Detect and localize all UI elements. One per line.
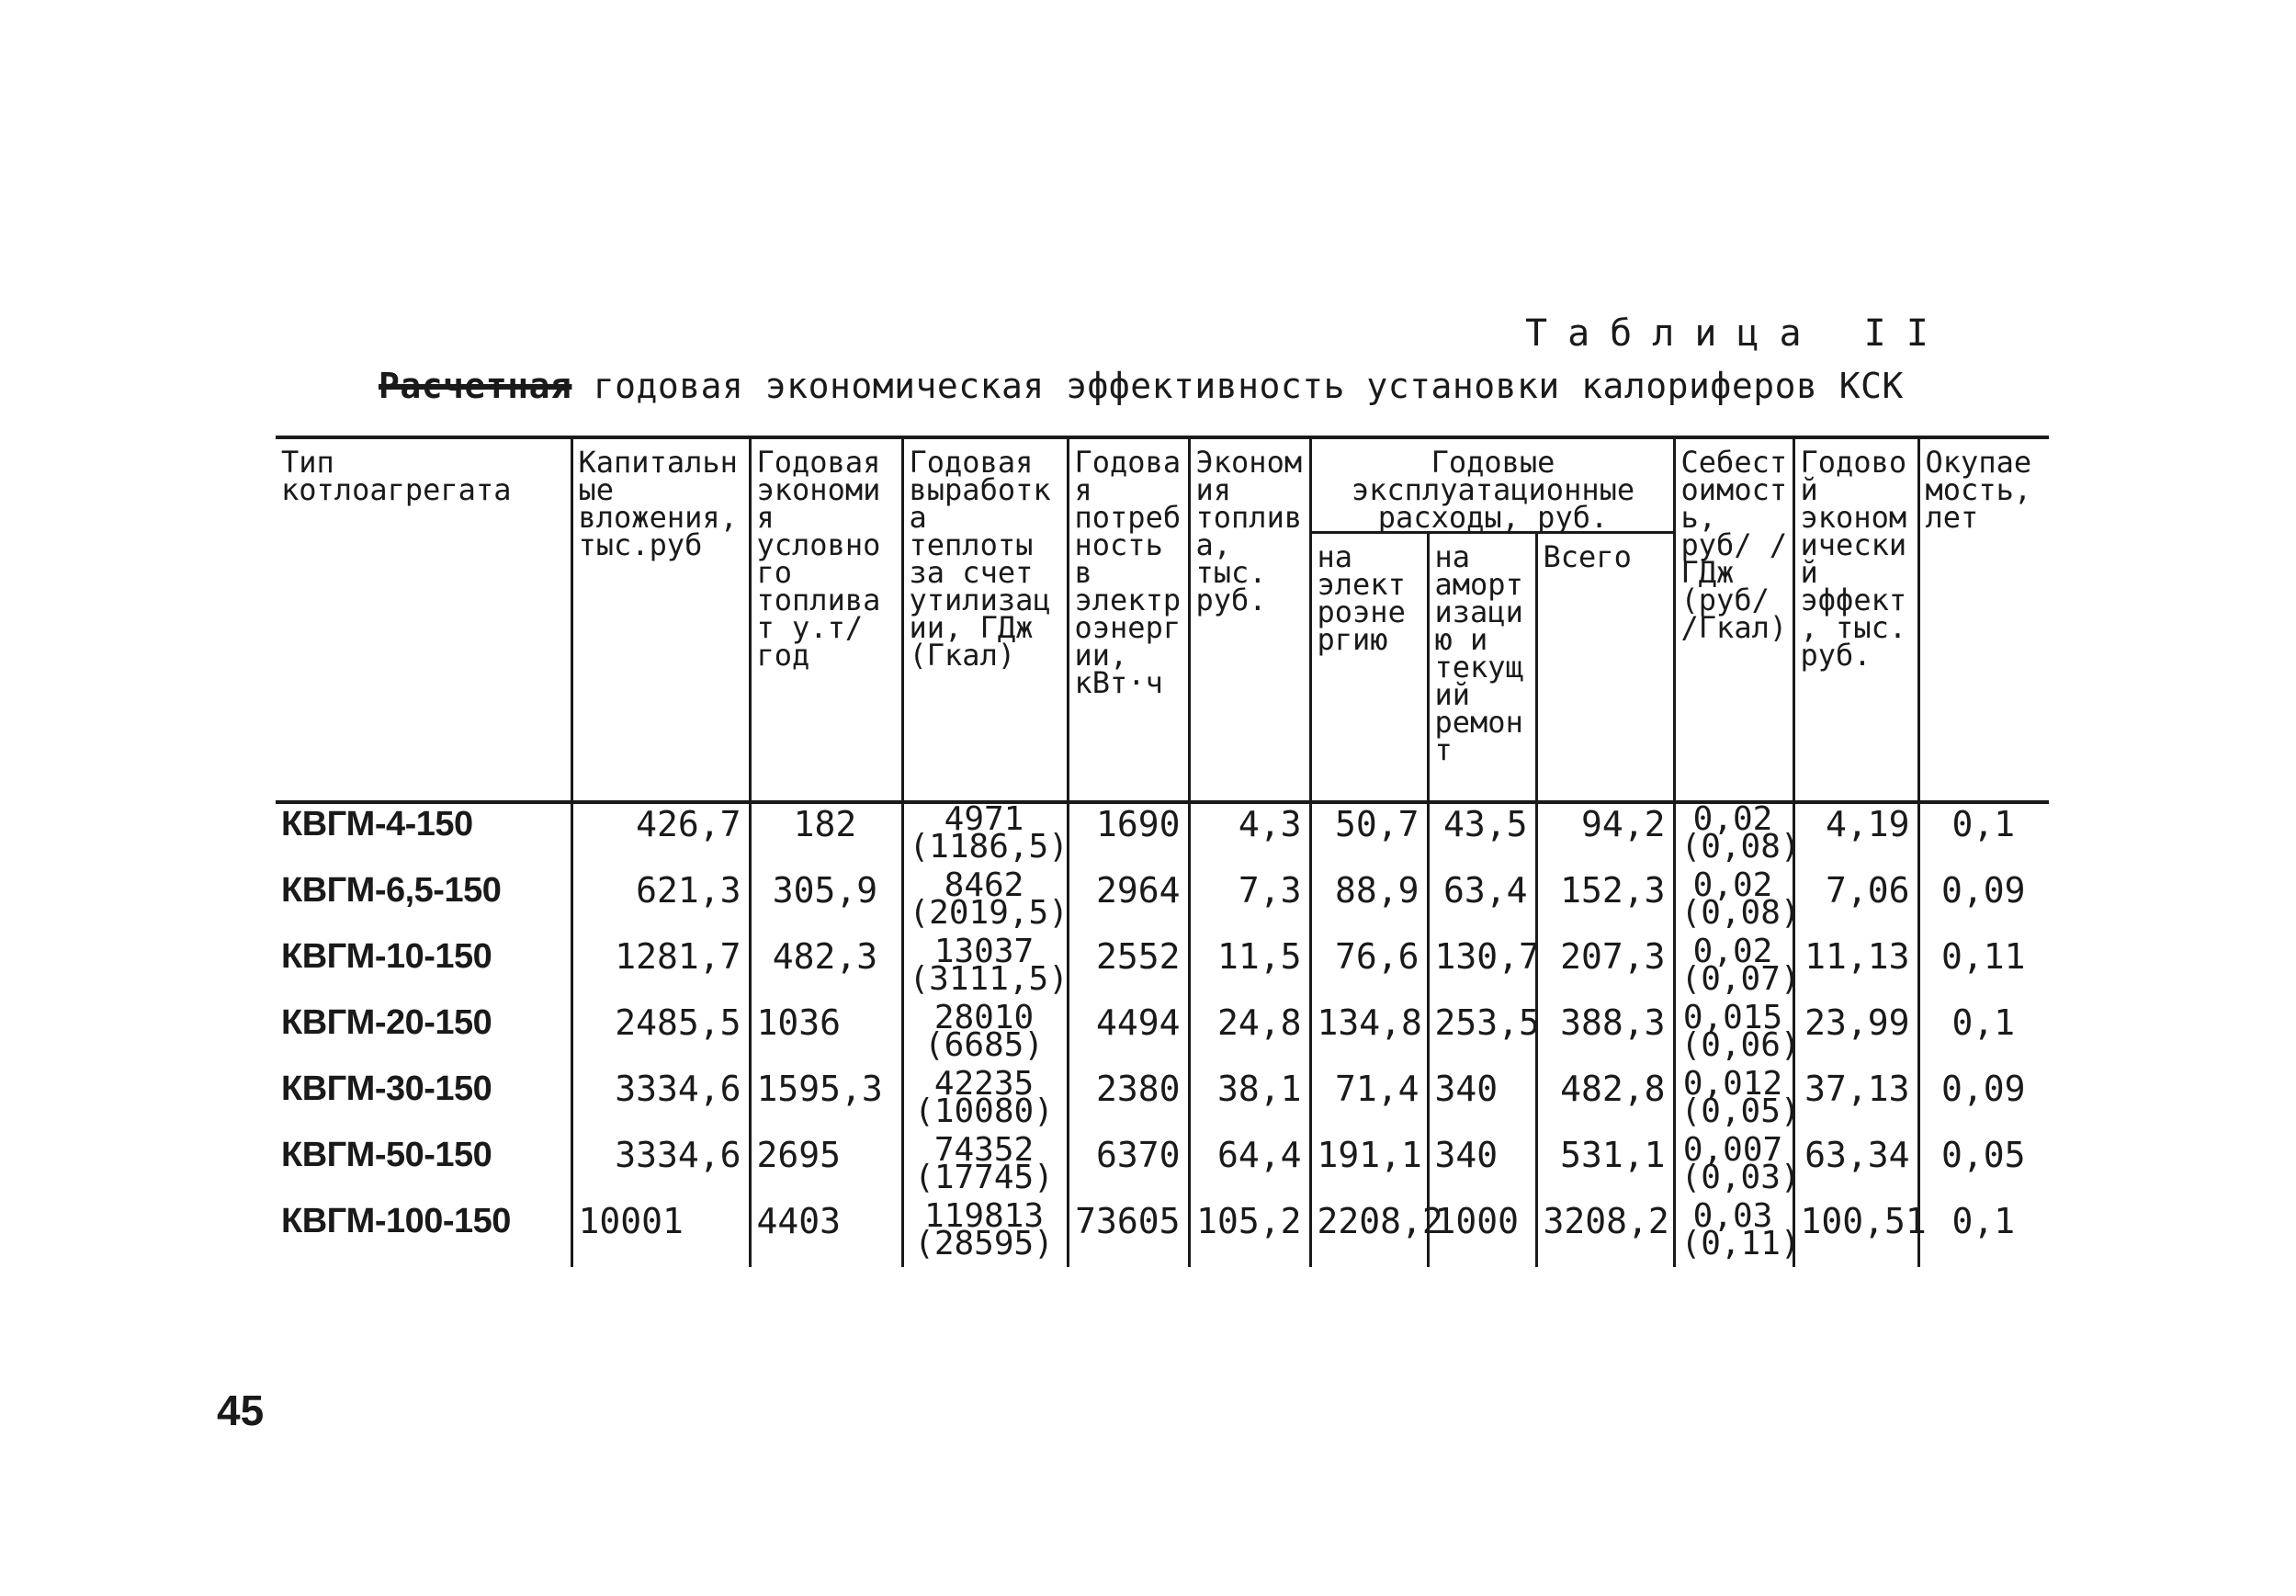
- cell-heat-gcal: (3111,5): [909, 960, 1069, 998]
- cell-amort: 130,7: [1428, 936, 1536, 1002]
- cell-type: КВГМ-30-150: [281, 1070, 492, 1108]
- cell-type: КВГМ-50-150: [281, 1136, 492, 1174]
- cell-total: 482,8: [1536, 1069, 1674, 1135]
- cell-total: 388,3: [1536, 1002, 1674, 1069]
- cell-fuel: 1036: [750, 1002, 902, 1069]
- cell-economy: 38,1: [1189, 1069, 1310, 1135]
- cell-fuel: 182: [750, 802, 902, 870]
- table-row: [276, 802, 2049, 870]
- header-fuel-economy: Экономия топлива, тыс. руб.: [1189, 437, 1310, 802]
- cell-type: КВГМ-6,5-150: [281, 871, 502, 910]
- cell-heat-gcal: (1186,5): [909, 828, 1069, 866]
- header-type: Тип котлоагрегата: [276, 437, 571, 802]
- cell-cost: [1674, 1197, 1801, 1267]
- cell-capital: 621,3: [571, 870, 750, 936]
- cell-payback: 0,1: [1918, 1201, 2049, 1267]
- cell-heat-gj: 119813: [923, 1197, 1045, 1235]
- cell-amort: 340: [1428, 1069, 1536, 1135]
- cell-capital: 2485,5: [571, 1002, 750, 1069]
- cell-type: КВГМ-4-150: [276, 802, 571, 870]
- cell-heat: [902, 999, 1068, 1069]
- cell-elec: 50,7: [1310, 802, 1428, 870]
- cell-effect: 4,19: [1793, 802, 1918, 870]
- cell-cost-gcal: (0,08): [1680, 894, 1801, 932]
- cell-cost-gcal: (0,03): [1680, 1159, 1801, 1196]
- cell-power: 1690: [1068, 802, 1189, 870]
- cell-power: 73605: [1068, 1201, 1189, 1267]
- cell-heat: [902, 1065, 1068, 1135]
- cell-elec: 191,1: [1310, 1135, 1428, 1201]
- cell-capital: 10001: [571, 1201, 750, 1267]
- table-row: [276, 1201, 2049, 1267]
- cell-type: КВГМ-20-150: [281, 1003, 492, 1042]
- cell-effect: 100,51: [1793, 1201, 1918, 1267]
- cell-heat-gj: 13037: [933, 933, 1035, 970]
- table-title-text: годовая экономическая эффективность установки калориферов КСК: [571, 366, 1904, 406]
- cell-effect: 63,34: [1793, 1135, 1918, 1201]
- table-row: [276, 936, 2049, 1002]
- header-cost: Себестоимость, руб/ /ГДж (руб/ /Гкал): [1674, 437, 1793, 802]
- header-fuel-saving: Годовая экономия условного топлива т у.т/год: [750, 437, 902, 802]
- cell-elec: 88,9: [1310, 870, 1428, 936]
- cell-heat: [902, 933, 1069, 1002]
- cell-effect: 11,13: [1793, 936, 1918, 1002]
- cell-cost-gj: 0,02: [1692, 933, 1773, 970]
- header-heat-output: Годовая выработка теплоты за счет утилизации, ГДж (Гкал): [902, 437, 1068, 802]
- cell-payback: 0,05: [1918, 1135, 2049, 1201]
- cell-payback: 0,11: [1918, 936, 2049, 1002]
- cell-cost-gj: 0,012: [1682, 1065, 1783, 1103]
- cell-cost: [1674, 933, 1801, 1002]
- cell-economy: 105,2: [1189, 1201, 1310, 1267]
- cell-total: 207,3: [1536, 936, 1674, 1002]
- table-body: [276, 802, 2049, 1267]
- cell-heat-gj: 42235: [933, 1065, 1035, 1103]
- cell-cost-gj: 0,03: [1692, 1197, 1773, 1235]
- header-opex-group: Годовые эксплуатационные расходы, руб.: [1310, 437, 1674, 533]
- cell-heat-gcal: (10080): [914, 1092, 1054, 1130]
- cell-power: 2380: [1068, 1069, 1189, 1135]
- table-title-struck-word: Расчетная: [379, 366, 572, 406]
- header-power-need: Годовая потребность в электроэнергии, кВт·ч: [1068, 437, 1189, 802]
- page-number: 45: [217, 1387, 265, 1434]
- cell-heat-gcal: (28595): [914, 1225, 1054, 1262]
- cell-payback: 0,1: [1918, 802, 2049, 870]
- cell-elec: 134,8: [1310, 1002, 1428, 1069]
- cell-cost-gcal: (0,06): [1680, 1026, 1801, 1064]
- header-opex-electric: на электроэнергию: [1310, 533, 1428, 803]
- cell-cost-gj: 0,007: [1682, 1131, 1783, 1169]
- cell-cost: [1674, 1065, 1801, 1135]
- cell-payback: 0,1: [1918, 1002, 2049, 1069]
- table-row: [276, 1135, 2049, 1201]
- table-grid: [276, 436, 2049, 1267]
- cell-amort: 253,5: [1428, 1002, 1536, 1069]
- cell-total: 3208,2: [1536, 1201, 1674, 1267]
- cell-total: 531,1: [1536, 1135, 1674, 1201]
- cell-economy: 4,3: [1189, 802, 1310, 870]
- cell-cost-gcal: (0,11): [1680, 1225, 1801, 1262]
- cell-heat-gj: 8462: [944, 866, 1024, 904]
- cell-power: 2552: [1068, 936, 1189, 1002]
- cell-payback: 0,09: [1918, 1069, 2049, 1135]
- cell-type: КВГМ-10-150: [281, 937, 492, 976]
- cell-effect: 23,99: [1793, 1002, 1918, 1069]
- cell-heat-gj: 4971: [944, 800, 1024, 838]
- header-payback: Окупаемость, лет: [1918, 437, 2049, 802]
- cell-amort: 43,5: [1428, 802, 1536, 870]
- cell-heat: [902, 802, 1068, 870]
- header-capital: Капитальные вложения, тыс.руб: [571, 437, 750, 802]
- cell-amort: 1000: [1428, 1201, 1536, 1267]
- cell-cost: [1674, 800, 1801, 870]
- cell-cost-gcal: (0,05): [1680, 1092, 1801, 1130]
- cell-heat-gcal: (17745): [914, 1159, 1054, 1196]
- cell-cost: [1674, 999, 1801, 1069]
- cell-capital: 1281,7: [571, 936, 750, 1002]
- table-row: [276, 870, 2049, 936]
- cell-total: 152,3: [1536, 870, 1674, 936]
- cell-amort: 340: [1428, 1135, 1536, 1201]
- cell-power: 2964: [1068, 870, 1189, 936]
- cell-fuel: 482,3: [750, 936, 902, 1002]
- cell-power: 4494: [1068, 1002, 1189, 1069]
- cell-heat: [902, 1197, 1068, 1267]
- cell-heat-gcal: (6685): [923, 1026, 1045, 1064]
- cell-heat-gj: 28010: [933, 999, 1035, 1036]
- cell-economy: 64,4: [1189, 1135, 1310, 1201]
- cell-capital: 3334,6: [571, 1135, 750, 1201]
- cell-fuel: 4403: [750, 1201, 902, 1267]
- cell-economy: 11,5: [1189, 936, 1310, 1002]
- cell-heat-gj: 74352: [933, 1131, 1035, 1169]
- cell-fuel: 1595,3: [750, 1069, 902, 1135]
- header-effect: Годовой экономический эффект, тыс. руб.: [1793, 437, 1918, 802]
- cell-heat-gcal: (2019,5): [909, 894, 1069, 932]
- cell-power: 6370: [1068, 1135, 1189, 1201]
- cell-cost: [1674, 866, 1801, 936]
- economic-efficiency-table: [276, 436, 2049, 1267]
- header-opex-amort: на амортизацию и текущий ремонт: [1428, 533, 1536, 803]
- cell-elec: 76,6: [1310, 936, 1428, 1002]
- cell-heat: [902, 1131, 1068, 1201]
- cell-elec: 2208,2: [1310, 1201, 1428, 1267]
- table-title: [379, 366, 1904, 406]
- cell-cost: [1674, 1131, 1801, 1201]
- cell-fuel: 305,9: [750, 870, 902, 936]
- cell-capital: 426,7: [571, 802, 750, 870]
- cell-economy: 7,3: [1189, 870, 1310, 936]
- header-opex-total: Всего: [1536, 533, 1674, 803]
- cell-payback: 0,09: [1918, 870, 2049, 936]
- cell-type: КВГМ-100-150: [281, 1202, 511, 1240]
- cell-cost-gj: 0,02: [1692, 866, 1773, 904]
- cell-amort: 63,4: [1428, 870, 1536, 936]
- cell-heat: [902, 866, 1069, 936]
- table-number: Таблица II: [1525, 312, 1949, 355]
- cell-total: 94,2: [1536, 802, 1674, 870]
- cell-capital: 3334,6: [571, 1069, 750, 1135]
- cell-effect: 37,13: [1793, 1069, 1918, 1135]
- cell-elec: 71,4: [1310, 1069, 1428, 1135]
- cell-economy: 24,8: [1189, 1002, 1310, 1069]
- table-row: [276, 1002, 2049, 1069]
- cell-effect: 7,06: [1793, 870, 1918, 936]
- cell-cost-gcal: (0,08): [1680, 828, 1801, 866]
- cell-cost-gcal: (0,07): [1680, 960, 1801, 998]
- cell-cost-gj: 0,015: [1682, 999, 1783, 1036]
- table-row: [276, 1069, 2049, 1135]
- cell-cost-gj: 0,02: [1692, 800, 1773, 838]
- cell-fuel: 2695: [750, 1135, 902, 1201]
